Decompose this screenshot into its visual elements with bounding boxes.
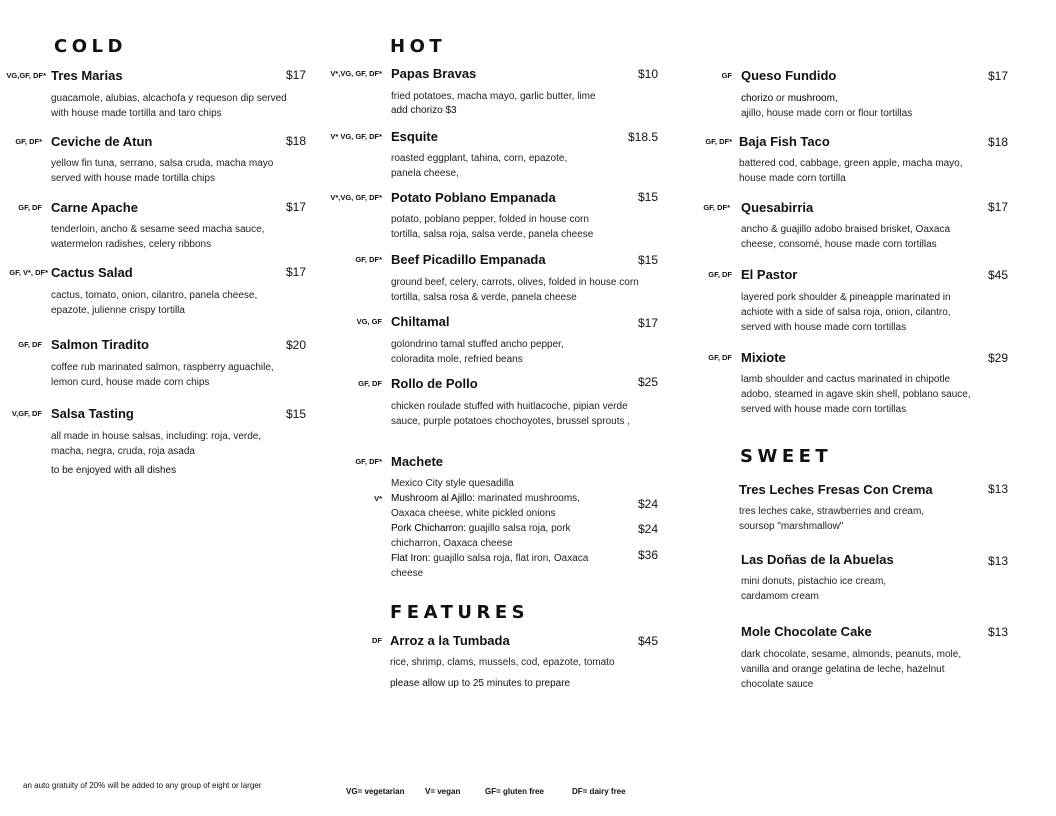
menu-item-name: Arroz a la Tumbada bbox=[390, 633, 510, 648]
menu-item-name: Ceviche de Atun bbox=[51, 134, 153, 149]
legend-gluten-free: GF= gluten free bbox=[485, 787, 544, 796]
machete-option bbox=[391, 491, 611, 521]
option-separator: or bbox=[773, 93, 788, 104]
diet-tags: GF, DF* bbox=[703, 203, 730, 212]
menu-item-price: $45 bbox=[987, 268, 1008, 282]
menu-item-name: Mixiote bbox=[741, 350, 786, 365]
menu-item-description: roasted eggplant, tahina, corn, epazote, panela cheese, bbox=[391, 153, 568, 179]
menu-item-name: Papas Bravas bbox=[391, 66, 477, 81]
diet-tags: V,GF, DF bbox=[11, 409, 42, 418]
menu-item-price: $17 bbox=[285, 265, 306, 279]
menu-item-price: $17 bbox=[637, 316, 658, 330]
section-title-sweet: SWEET bbox=[740, 446, 833, 467]
menu-item-price: $18.5 bbox=[627, 130, 658, 144]
menu-item-price: $45 bbox=[637, 634, 658, 648]
menu-item-description: yellow fin tuna, serrano, salsa cruda, macha mayo served with house made tortilla chips bbox=[51, 158, 274, 184]
menu-item-name: Mole Chocolate Cake bbox=[741, 624, 872, 639]
menu-item-price: $15 bbox=[637, 253, 658, 267]
machete-option-desc: marinated mushrooms, Oaxaca cheese, white pickled onions bbox=[391, 493, 580, 519]
machete-option-price: $36 bbox=[637, 548, 658, 562]
menu-item-description: rice, shrimp, clams, mussels, cod, epazote, tomato bbox=[390, 657, 615, 668]
menu-item-name: Chiltamal bbox=[391, 314, 450, 329]
diet-tags: GF bbox=[721, 71, 732, 80]
menu-item-name: Salmon Tiradito bbox=[51, 337, 149, 352]
menu-item-name: Carne Apache bbox=[51, 200, 138, 215]
menu-item-note: to be enjoyed with all dishes bbox=[51, 465, 177, 476]
diet-tags: DF bbox=[372, 636, 382, 645]
diet-tags: VG, GF bbox=[356, 317, 382, 326]
diet-tags: V*,VG, GF, DF* bbox=[330, 193, 382, 202]
menu-item-note: please allow up to 25 minutes to prepare bbox=[390, 678, 571, 689]
diet-tags: GF, DF* bbox=[355, 255, 382, 264]
diet-tags: VG,GF, DF* bbox=[6, 71, 46, 80]
option-chorizo: chorizo bbox=[741, 93, 774, 104]
diet-tags: GF, DF bbox=[18, 340, 42, 349]
menu-item-description: ancho & guajillo adobo braised brisket, Oaxaca cheese, consomé, house made corn tortillas bbox=[741, 224, 951, 250]
menu-item-name: Salsa Tasting bbox=[51, 406, 134, 421]
machete-option-name: Flat Iron: bbox=[391, 553, 431, 564]
menu-item-price: $20 bbox=[285, 338, 306, 352]
menu-item-name: Queso Fundido bbox=[741, 68, 837, 83]
menu-item-description: dark chocolate, sesame, almonds, peanuts, mole, vanilla and orange gelatina de leche, hazelnut chocolate sauce bbox=[741, 649, 962, 690]
menu-item-price: $25 bbox=[637, 375, 658, 389]
menu-item-description-text: ajillo, house made corn or flour tortillas bbox=[741, 108, 913, 119]
menu-item-price: $15 bbox=[285, 407, 306, 421]
menu-item-name: Tres Marias bbox=[51, 68, 123, 83]
menu-item-name: Beef Picadillo Empanada bbox=[391, 252, 546, 267]
menu-item-name: Las Doñas de la Abuelas bbox=[741, 552, 894, 567]
diet-tags: GF, DF bbox=[358, 379, 382, 388]
machete-option-price: $24 bbox=[637, 497, 658, 511]
diet-tags: GF, DF bbox=[708, 353, 732, 362]
gratuity-note: an auto gratuity of 20% will be added to any group of eight or larger bbox=[23, 781, 262, 790]
option-mushroom: mushroom, bbox=[787, 93, 838, 104]
diet-tags: V* bbox=[374, 494, 382, 503]
machete-option bbox=[391, 551, 616, 581]
menu-item-description: ground beef, celery, carrots, olives, folded in house corn tortilla, salsa rosa & verde, panela cheese bbox=[391, 277, 639, 303]
menu-item-name: Tres Leches Fresas Con Crema bbox=[739, 482, 933, 497]
menu-item-description: guacamole, alubias, alcachofa y requeson dip served with house made tortilla and taro chips bbox=[51, 93, 287, 119]
diet-tags: GF, DF* bbox=[355, 457, 382, 466]
diet-tags: GF, V*, DF* bbox=[9, 268, 48, 277]
menu-item-name: Quesabirria bbox=[741, 200, 814, 215]
machete-option-price: $24 bbox=[637, 522, 658, 536]
section-title-cold: COLD bbox=[54, 36, 127, 57]
menu-item-price: $18 bbox=[285, 134, 306, 148]
menu-item-name: Potato Poblano Empanada bbox=[391, 190, 556, 205]
menu-item-price: $13 bbox=[987, 482, 1008, 496]
menu-item-description: Mexico City style quesadilla bbox=[391, 478, 514, 489]
diet-tags: GF, DF bbox=[708, 270, 732, 279]
menu-item-price: $17 bbox=[285, 200, 306, 214]
menu-item-price: $17 bbox=[987, 200, 1008, 214]
menu-item-price: $13 bbox=[987, 625, 1008, 639]
section-title-hot: HOT bbox=[390, 36, 447, 57]
menu-item-description: coffee rub marinated salmon, raspberry aguachile, lemon curd, house made corn chips bbox=[51, 362, 274, 388]
menu-item-note: add chorizo $3 bbox=[391, 105, 457, 116]
menu-item-name: Rollo de Pollo bbox=[391, 376, 478, 391]
menu-item-name: Machete bbox=[391, 454, 444, 469]
menu-item-description: golondrino tamal stuffed ancho pepper, coloradita mole, refried beans bbox=[391, 339, 564, 365]
machete-option-desc: guajillo salsa roja, pork chicharron, Oaxaca cheese bbox=[391, 523, 571, 549]
legend-vegan: V= vegan bbox=[425, 787, 461, 796]
menu-item-price: $29 bbox=[987, 351, 1008, 365]
menu-item-description: fried potatoes, macha mayo, garlic butter, lime bbox=[391, 91, 596, 102]
menu-item-description: cactus, tomato, onion, cilantro, panela cheese, epazote, julienne crispy tortilla bbox=[51, 290, 258, 316]
diet-tags: V*,VG, GF, DF* bbox=[330, 69, 382, 78]
legend-vegetarian: VG= vegetarian bbox=[346, 787, 405, 796]
diet-tags: GF, DF* bbox=[705, 137, 732, 146]
machete-option-name: Mushroom al Ajillo: bbox=[391, 493, 475, 504]
machete-option bbox=[391, 521, 601, 551]
machete-option-name: Pork Chicharron: bbox=[391, 523, 467, 534]
menu-item-description: lamb shoulder and cactus marinated in chipotle adobo, steamed in agave skin shell, poblano sauce, served with house made corn tortillas bbox=[741, 374, 971, 415]
menu-item-name: Cactus Salad bbox=[51, 265, 133, 280]
menu-item-description: potato, poblano pepper, folded in house corn tortilla, salsa roja, salsa verde, panela cheese bbox=[391, 214, 594, 240]
menu-item-price: $13 bbox=[987, 554, 1008, 568]
machete-option-desc: guajillo salsa roja, flat iron, Oaxaca cheese bbox=[391, 553, 589, 579]
diet-tags: V* VG, GF, DF* bbox=[330, 132, 382, 141]
menu-item-price: $15 bbox=[637, 190, 658, 204]
menu-item-name: El Pastor bbox=[741, 267, 798, 282]
menu-item-description bbox=[741, 91, 986, 121]
section-title-features: FEATURES bbox=[390, 602, 530, 623]
menu-item-price: $17 bbox=[987, 69, 1008, 83]
menu-item-description: tres leches cake, strawberries and cream, soursop "marshmallow" bbox=[739, 506, 925, 532]
menu-item-name: Esquite bbox=[391, 129, 438, 144]
menu-item-description: battered cod, cabbage, green apple, macha mayo, house made corn tortilla bbox=[739, 158, 963, 184]
legend-dairy-free: DF= dairy free bbox=[572, 787, 626, 796]
menu-item-price: $17 bbox=[285, 68, 306, 82]
menu-item-description: all made in house salsas, including: roja, verde, macha, negra, cruda, roja asada bbox=[51, 431, 262, 457]
menu-item-description: mini donuts, pistachio ice cream, cardamom cream bbox=[741, 576, 887, 602]
menu-item-description: chicken roulade stuffed with huitlacoche, pipian verde sauce, purple potatoes chochoyotes, brussel sprouts , bbox=[391, 401, 631, 427]
diet-tags: GF, DF* bbox=[15, 137, 42, 146]
diet-tags: GF, DF bbox=[18, 203, 42, 212]
menu-item-price: $18 bbox=[987, 135, 1008, 149]
menu-item-description: layered pork shoulder & pineapple marinated in achiote with a side of salsa roja, onion, cilantro, served with house made corn tortillas bbox=[741, 292, 951, 333]
menu-item-price: $10 bbox=[637, 67, 658, 81]
menu-item-description: tenderloin, ancho & sesame seed macha sauce, watermelon radishes, celery ribbons bbox=[51, 224, 265, 250]
menu-item-name: Baja Fish Taco bbox=[739, 134, 830, 149]
